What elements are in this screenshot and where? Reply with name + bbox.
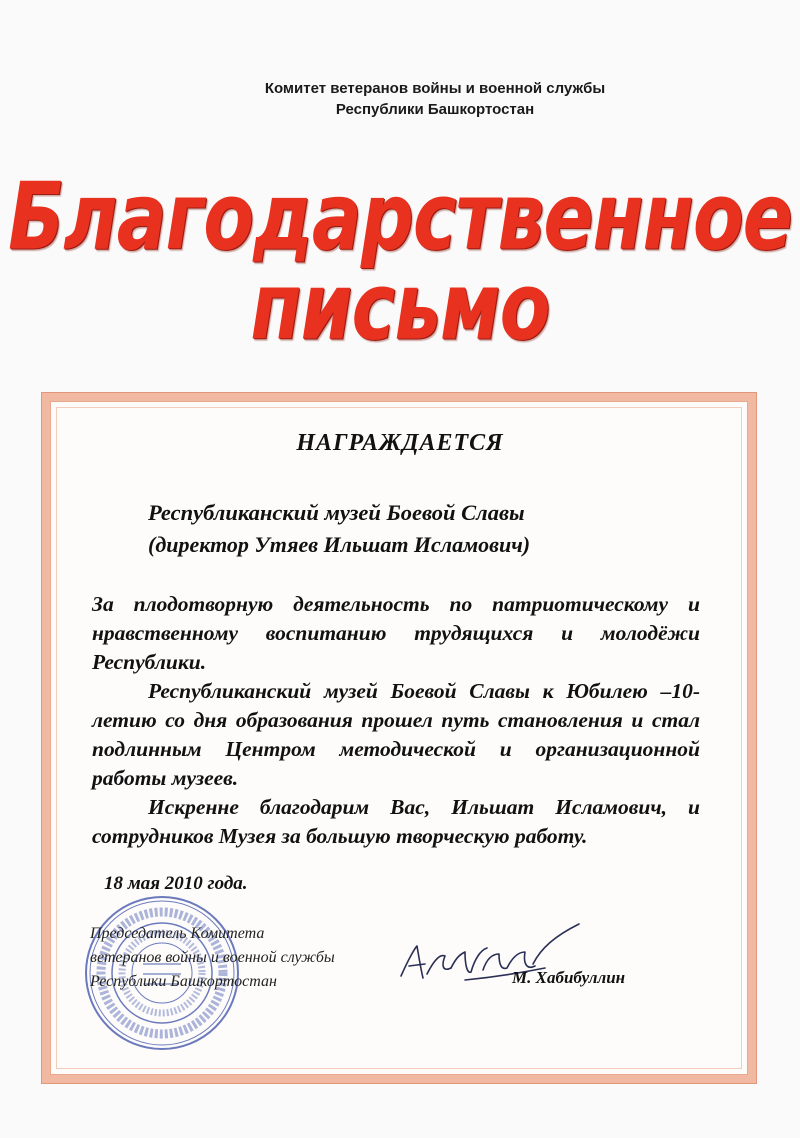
signatory-role-line-2: ветеранов войны и военной службы xyxy=(90,949,335,966)
org-line-1: Комитет ветеранов войны и военной службы xyxy=(264,80,606,97)
body-paragraph-2: Республиканский музей Боевой Славы к Юбилею –10-летию со дня образования прошел путь становления и стал подлинным Центром методической и организационной работы музеев. xyxy=(92,679,700,790)
signatory-role xyxy=(90,922,335,994)
recipient-director: (директор Утяев Ильшат Исламович) xyxy=(148,532,531,557)
org-line-2: Республики Башкортостан xyxy=(335,101,535,118)
signatory-name: М. Хабибуллин xyxy=(512,968,626,987)
document-title-line-2: письмо xyxy=(250,253,550,361)
signatory-role-line-1: Председатель Комитета xyxy=(90,925,265,942)
recipient-name: Республиканский музей Боевой Славы xyxy=(148,500,525,525)
organization-header xyxy=(0,78,800,120)
letter-date: 18 мая 2010 года. xyxy=(104,873,248,894)
body-paragraph-3: Искренне благодарим Вас, Ильшат Исламович, и сотрудников Музея за большую творческую работу. xyxy=(92,795,700,848)
document-title-line-1: Благодарственное xyxy=(8,163,792,271)
signatory-role-line-3: Республики Башкортостан xyxy=(90,973,277,990)
awarded-heading: НАГРАЖДАЕТСЯ xyxy=(296,430,504,456)
letter-body xyxy=(92,590,700,851)
body-paragraph-1: За плодотворную деятельность по патриотическому и нравственному воспитанию трудящихся и молодёжи Республики. xyxy=(92,592,700,674)
